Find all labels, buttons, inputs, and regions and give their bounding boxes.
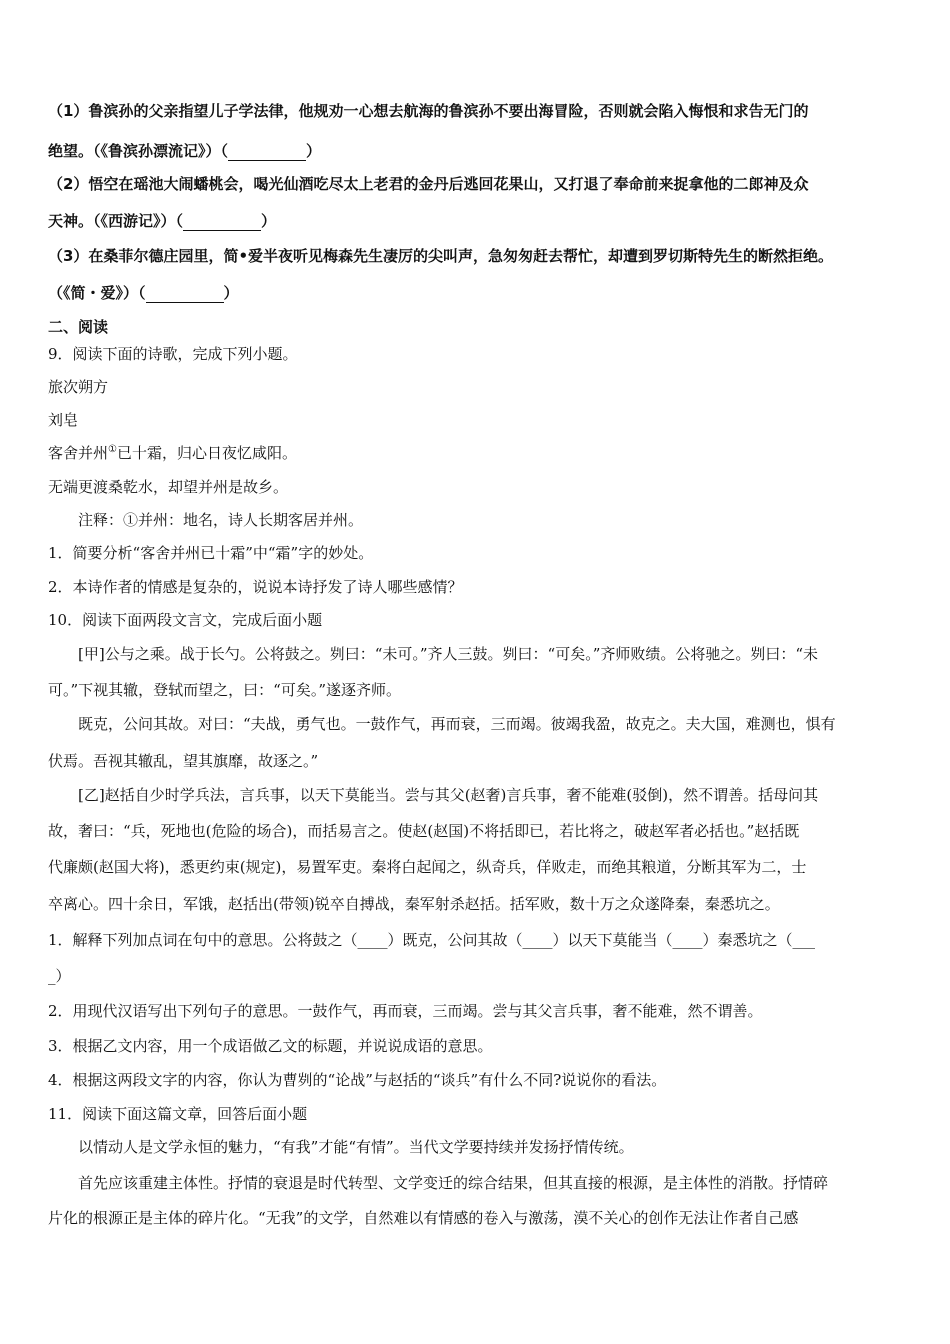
q11-p2-line1: 首先应该重建主体性。抒情的衰退是时代转型、文学变迁的综合结果，但其直接的根源，是主体性的消散。抒情碎 <box>78 1174 829 1192</box>
q8-item1-line2 <box>48 140 910 161</box>
jia-p2-line1: 既克，公问其故。对曰：“夫战，勇气也。一鼓作气，再而衰，三而竭。彼竭我盈，故克之。夫大国，难测也，惧有 <box>78 715 836 733</box>
close-paren: ） <box>306 142 322 160</box>
poem-author: 刘皂 <box>48 411 79 429</box>
section-heading-reading: 二、阅读 <box>48 318 109 336</box>
q10-sub4: 4．根据这两段文字的内容，你认为曹刿的“论战”与赵括的“谈兵”有什么不同?说说你的看法。 <box>48 1071 667 1089</box>
q9-sub2: 2．本诗作者的情感是复杂的，说说本诗抒发了诗人哪些感情？ <box>48 578 463 596</box>
answer-blank-1[interactable] <box>228 142 306 161</box>
q10-sub2: 2．用现代汉语写出下列句子的意思。一鼓作气，再而衰，三而竭。尝与其父言兵事，奢不能难，然不谓善。 <box>48 1002 763 1020</box>
poem-verse-2: 无端更渡桑乾水，却望并州是故乡。 <box>48 478 289 496</box>
q10-sub1-line1: 1．解释下列加点词在句中的意思。公将鼓之（____）既克，公问其故（____）以天下莫能当（____）秦悉坑之（___ <box>48 931 816 949</box>
q8-item2-line1: （2）悟空在瑶池大闹蟠桃会，喝光仙酒吃尽太上老君的金丹后逃回花果山，又打退了奉命前来捉拿他的二郎神及众 <box>48 175 809 193</box>
close-paren: ） <box>223 284 239 302</box>
answer-blank-2[interactable] <box>183 212 261 231</box>
jia-p2-line2: 伏焉。吾视其辙乱，望其旗靡，故逐之。” <box>48 752 319 770</box>
q8-item3-text: （《简・爱》）（ <box>48 284 146 302</box>
q8-item1-text: 绝望。（《鲁滨孙漂流记》）（ <box>48 142 229 160</box>
yi-line2: 故，奢曰：“兵，死地也(危险的场合)，而括易言之。使赵(赵国)不将括即已，若比将之，破赵军者必括也。”赵括既 <box>48 822 800 840</box>
q8-item3-line1: （3）在桑菲尔德庄园里，简•爱半夜听见梅森先生凄厉的尖叫声，急匆匆赶去帮忙，却遭到罗切斯特先生的断然拒绝。 <box>48 247 834 265</box>
jia-p1-line2: 可。”下视其辙，登轼而望之，曰：“可矣。”遂逐齐师。 <box>48 681 402 699</box>
q8-item2-line2 <box>48 210 910 231</box>
poem-title: 旅次朔方 <box>48 378 109 396</box>
answer-blank-3[interactable] <box>146 284 224 303</box>
yi-line4: 卒离心。四十余日，军饿，赵括出(带领)锐卒自搏战，秦军射杀赵括。括军败，数十万之众遂降秦，秦悉坑之。 <box>48 895 780 913</box>
poem-note: 注释：①并州：地名，诗人长期客居并州。 <box>78 511 364 529</box>
q8-item1-line1: （1）鲁滨孙的父亲指望儿子学法律，他规劝一心想去航海的鲁滨孙不要出海冒险，否则就会陷入悔恨和求告无门的 <box>48 102 809 120</box>
yi-line3: 代廉颇(赵国大将)，悉更约束(规定)，易置军吏。秦将白起闻之，纵奇兵，佯败走，而绝其粮道，分断其军为二，士 <box>48 858 807 876</box>
q9-sub1: 1．简要分析“客舍并州已十霜”中“霜”字的妙处。 <box>48 544 374 562</box>
footnote-marker: ① <box>108 444 117 455</box>
q11-p1: 以情动人是文学永恒的魅力，“有我”才能“有情”。当代文学要持续并发扬抒情传统。 <box>78 1138 634 1156</box>
q8-item3-line2 <box>48 282 910 303</box>
q10-sub1-line2: _） <box>48 967 71 985</box>
close-paren: ） <box>261 212 277 230</box>
q8-item2-text: 天神。（《西游记》）（ <box>48 212 184 230</box>
yi-line1: [乙]赵括自少时学兵法，言兵事，以天下莫能当。尝与其父(赵奢)言兵事，奢不能难(驳倒)，然不谓善。括母问其 <box>78 786 819 804</box>
poem-verse-1: 客舍并州①已十霜，归心日夜忆咸阳。 <box>48 444 297 462</box>
q10-sub3: 3．根据乙文内容，用一个成语做乙文的标题，并说说成语的意思。 <box>48 1037 493 1055</box>
q11-p2-line2: 片化的根源正是主体的碎片化。“无我”的文学，自然难以有情感的卷入与激荡，漠不关心的创作无法让作者自己感 <box>48 1209 799 1227</box>
q10-prompt: 10．阅读下面两段文言文，完成后面小题 <box>48 611 323 629</box>
jia-p1-line1: [甲]公与之乘。战于长勺。公将鼓之。刿曰：“未可。”齐人三鼓。刿曰：“可矣。”齐师败绩。公将驰之。刿曰：“未 <box>78 645 819 663</box>
q11-prompt: 11．阅读下面这篇文章，回答后面小题 <box>48 1105 308 1123</box>
q9-prompt: 9．阅读下面的诗歌，完成下列小题。 <box>48 345 298 363</box>
